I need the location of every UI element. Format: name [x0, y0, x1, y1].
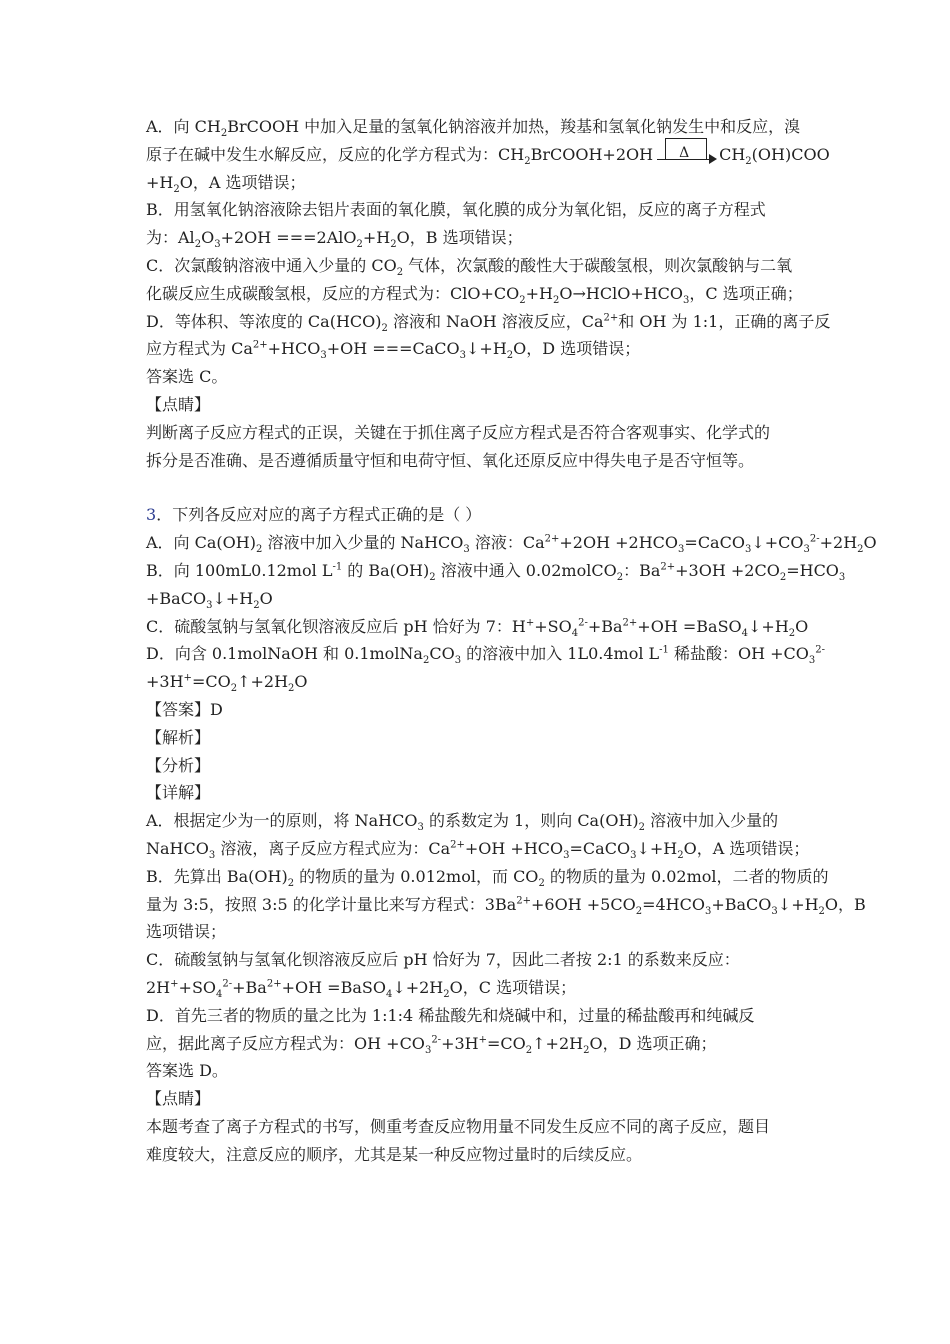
text-line: C．次氯酸钠溶液中通入少量的 $CO_2$ 气体，次氯酸的酸性大于碳酸氢根，则次氯酸钠与二氧 [146, 255, 793, 279]
section-heading: 【点睛】 [146, 394, 211, 414]
text-line: NaHCO$_3$ 溶液，离子反应方程式应为：$Ca^{2+}+OH$ $+HCO_3=CaCO_3↓+H_2O$，A 选项错误； [146, 838, 810, 862]
text-line: 拆分是否准确、是否遵循质量守恒和电荷守恒、氧化还原反应中得失电子是否守恒等。 [146, 450, 755, 470]
question-title: 3．下列各反应对应的离子方程式正确的是（ ） [146, 505, 482, 525]
text-line: 化碳反应生成碳酸氢根，反应的方程式为：$ClO+CO_2+H_2O\to HClO+HCO_3$，C 选项正确； [146, 283, 803, 306]
section-heading: 【点睛】 [146, 1089, 211, 1109]
text-line: 本题考查了离子方程式的书写，侧重考查反应物用量不同发生反应不同的离子反应，题目 [146, 1116, 771, 1136]
option-d: D．向含 0.1molNaOH 和 $0.1molNa_2CO_3$ 的溶液中加入 1L0.4mol $L^{-1}$ 稀盐酸：OH $+CO_3^{2-}$ [146, 644, 826, 667]
text-line: B．先算出 $Ba(OH)_2$ 的物质的量为 0.012mol，而 $CO_2$ 的物质的量为 0.02mol，二者的物质的 [146, 866, 829, 889]
answer-line: 答案选 C。 [146, 367, 228, 387]
option-b: B．向 100mL0.12mol $L^{-1}$ 的 $Ba(OH)_2$ 溶液中通入 0.02molCO$_2$：$Ba^{2+}+3OH +2CO_2=HCO_3$ [146, 560, 846, 584]
section-heading: 【解析】 [146, 727, 211, 747]
question-number: 3 [146, 505, 157, 525]
text-line: A．向 $CH_2BrCOOH$ 中加入足量的氢氧化钠溶液并加热，羧基和氢氧化钠发生中和反应，溴 [146, 117, 801, 140]
text-line: 判断离子反应方程式的正误，关键在于抓住离子反应方程式是否符合客观事实、化学式的 [146, 422, 771, 442]
section-heading: 【详解】 [146, 783, 211, 803]
text-line: 应，据此离子反应方程式为：OH $+CO_3^{2-}+3H^+=CO_2↑+2H_2O$，D 选项正确； [146, 1033, 717, 1056]
text-line: 应方程式为 $Ca^{2+}+HCO_3+OH$ $===CaCO_3↓+H_2O$，D 选项错误； [146, 339, 641, 362]
heat-arrow-icon: Δ [655, 144, 717, 164]
text-line: 难度较大，注意反应的顺序，尤其是某一种反应物过量时的后续反应。 [146, 1144, 643, 1164]
text-line: B．用氢氧化钠溶液除去铝片表面的氧化膜，氧化膜的成分为氧化铝，反应的离子方程式 [146, 200, 766, 220]
answer-line: 答案选 D。 [146, 1061, 228, 1081]
text-line: $+H_2O$，A 选项错误； [146, 172, 306, 195]
option-c: C．硫酸氢钠与氢氧化钡溶液反应后 pH 恰好为 7：$H^++SO_4^{2-}+Ba^{2+}+OH$ $=BaSO_4↓+H_2O$ [146, 616, 809, 639]
section-heading: 【分析】 [146, 755, 211, 775]
document-body [146, 113, 877, 1168]
text-line: D．等体积、等浓度的 $Ca(HCO)_2$ 溶液和 NaOH 溶液反应，$Ca^{2+}$和 OH 为 1:1，正确的离子反 [146, 311, 831, 334]
option-a: A．向 $Ca(OH)_2$ 溶液中加入少量的 NaHCO$_3$ 溶液：$Ca^{2+}+2OH$ $+2HCO_3=CaCO_3↓+CO_3^{2-}+2H_2O$ [146, 533, 877, 556]
text-line: $2H^++SO_4^{2-}+Ba^{2+}+OH$ $=BaSO_4↓+2H_2O$，C 选项错误； [146, 977, 577, 1001]
text-line: C．硫酸氢钠与氢氧化钡溶液反应后 pH 恰好为 7，因此二者按 2:1 的系数来反应： [146, 950, 740, 970]
text-line: D．首先三者的物质的量之比为 1:1:4 稀盐酸先和烧碱中和，过量的稀盐酸再和纯碱反 [146, 1005, 755, 1025]
text-line: A．根据定少为一的原则，将 NaHCO$_3$ 的系数定为 1，则向 $Ca(OH)_2$ 溶液中加入少量的 [146, 811, 779, 834]
text-line: 量为 3:5，按照 3:5 的化学计量比来写方程式：$3Ba^{2+}+6OH$ $+5CO_2=4HCO_3+BaCO_3↓+H_2O$，B [146, 894, 866, 917]
text-line: 选项错误； [146, 922, 227, 942]
option-b-cont: $+BaCO_3↓+H_2O$ [146, 588, 273, 611]
answer-heading: 【答案】D [146, 699, 223, 719]
text-line: 为：$Al_2O_3+2OH ===2AlO_2+H_2O$，B 选项错误； [146, 228, 523, 251]
text-line: 原子在碱中发生水解反应，反应的化学方程式为：$CH_2BrCOOH+2OH$ Δ $CH_2(OH)COO$ [146, 141, 806, 169]
option-d-cont: $+3H^+=CO_2↑+2H_2O$ [146, 672, 308, 695]
